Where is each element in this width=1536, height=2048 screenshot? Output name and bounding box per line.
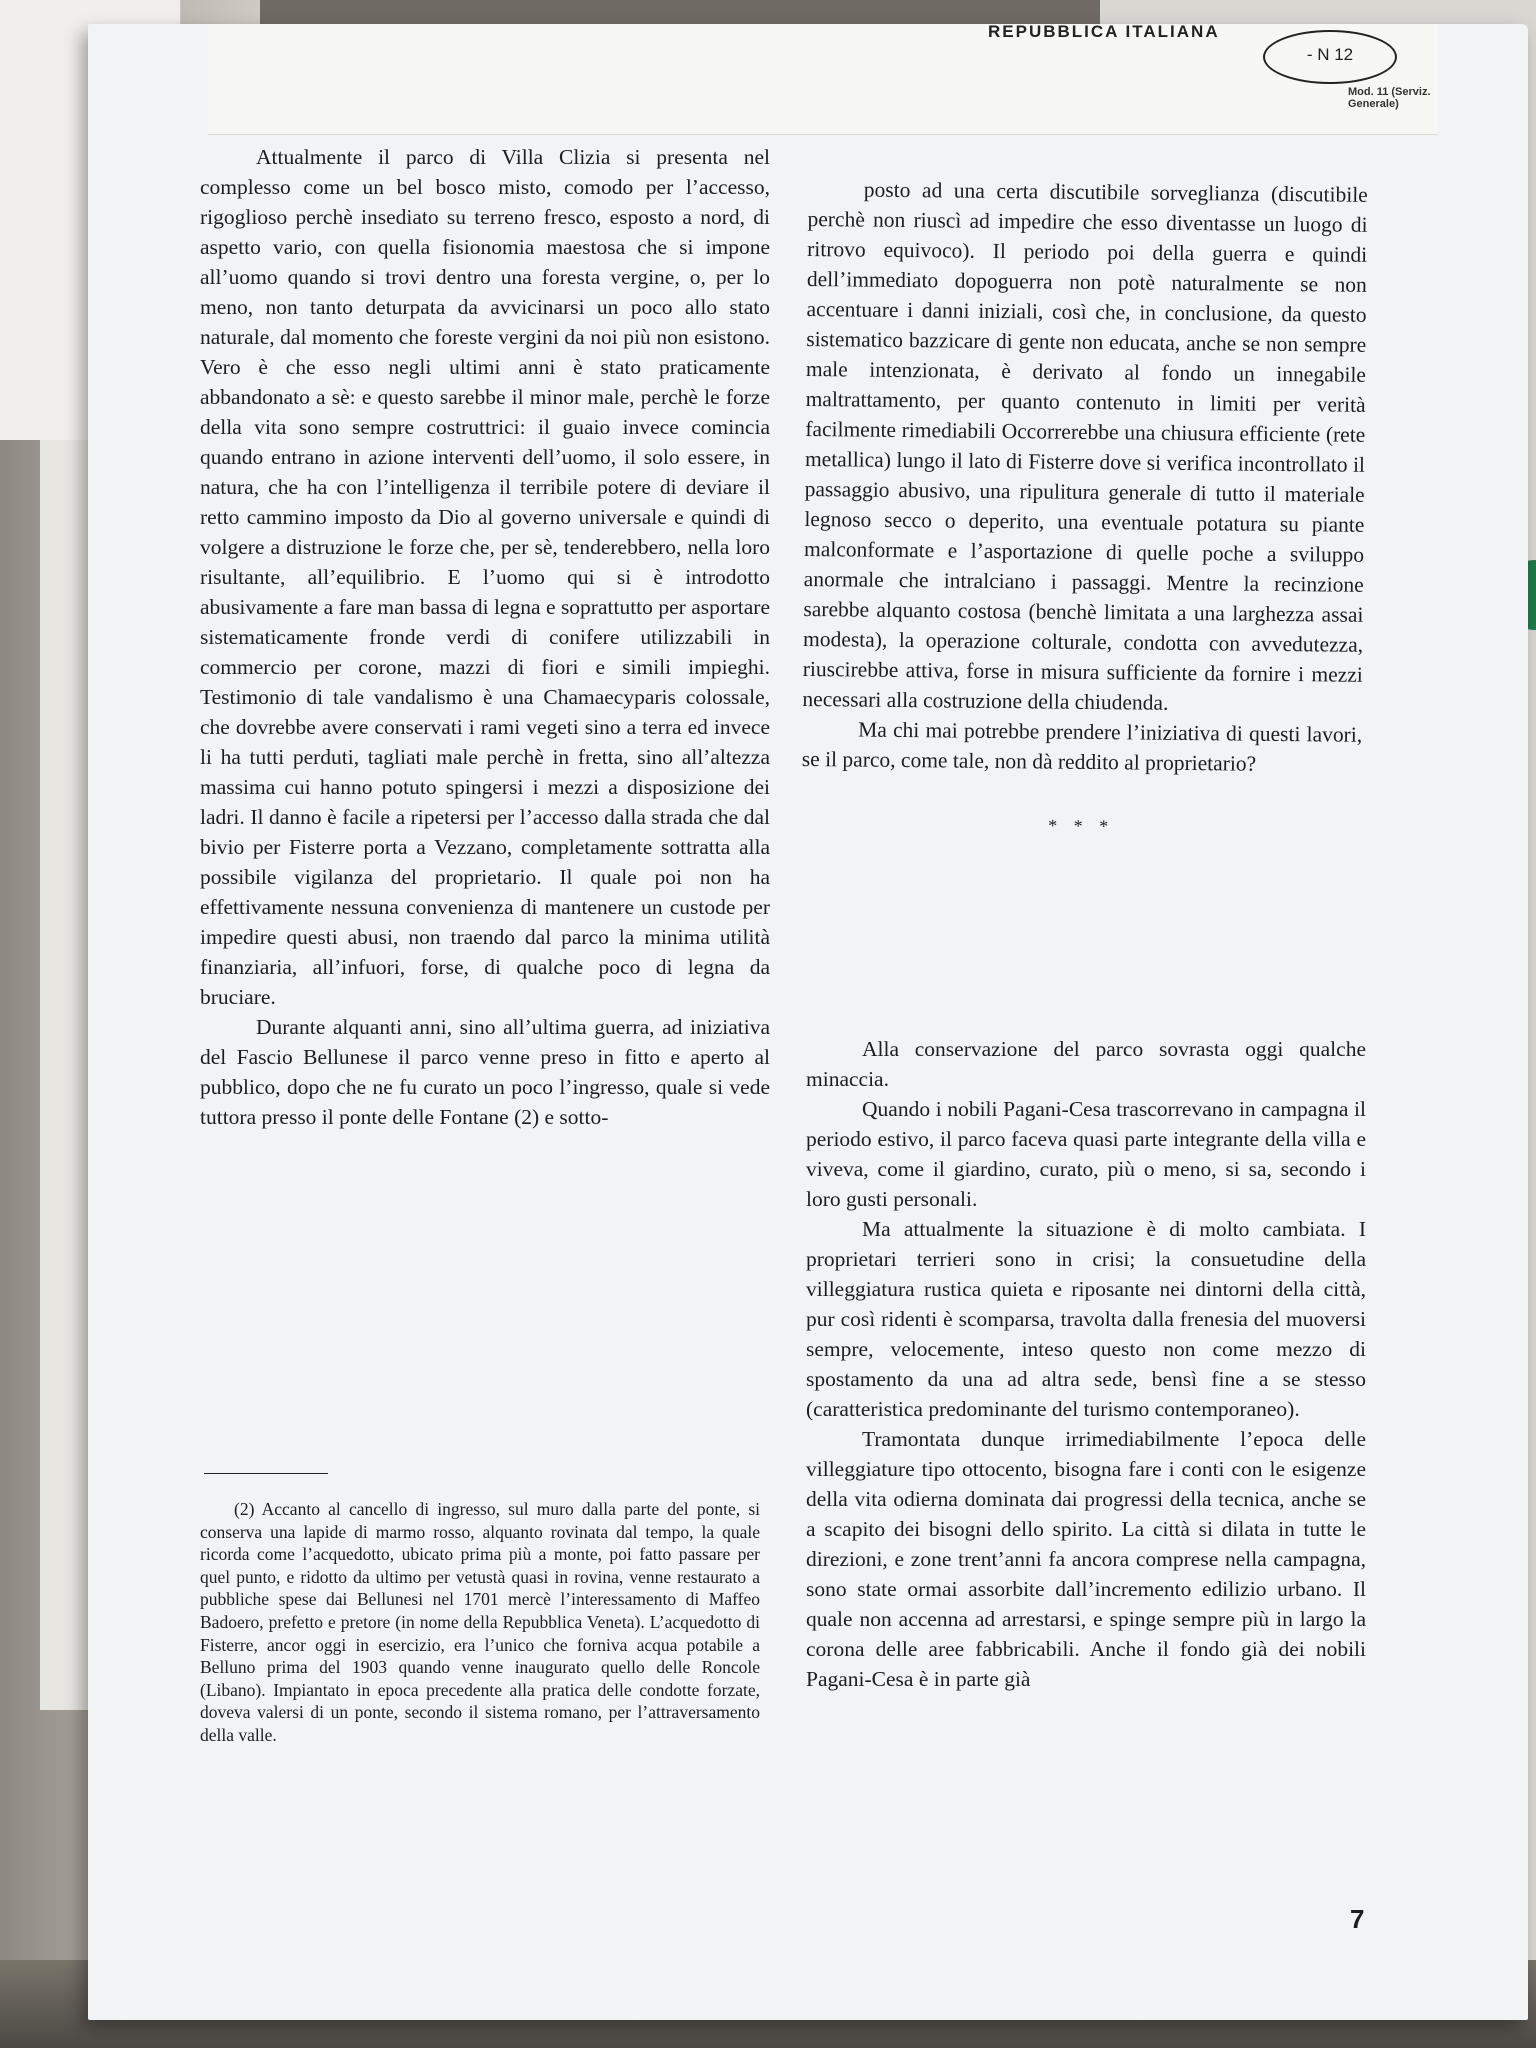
footnote-text: (2) Accanto al cancello di ingresso, sul muro dalla parte del ponte, si conserva una lapide di marmo rosso, alquanto rovinata dal tempo, la quale ricorda come l’acquedotto, ubicato prima più a monte, poi fatto passare per quel punto, e ridotto da ultimo per vetustà quasi in rovina, venne restaurato a pubbliche spese dai Bellunesi nel 1701 mercè l’interessamento di Maffeo Badoero, prefetto e pretore (in nome della Repubblica Veneta). L’acquedotto di Fisterre, ancor oggi in esercizio, era l’unico che forniva acqua potabile a Belluno prima del 1903 quando venne inaugurato quello delle Roncole (Libano). Impiantato in epoca precedente alla pratica delle condotte forzate, doveva valersi di un ponte, secondo il sistema romano, per l’attraversamento della valle. [200, 1499, 760, 1745]
header-strip [208, 24, 1438, 135]
paragraph: Alla conservazione del parco sovrasta oggi qualche minaccia. [806, 1037, 1366, 1091]
paragraph: Ma chi mai potrebbe prendere l’iniziativa di questi lavori, se il parco, come tale, non dà reddito al proprietario? [801, 717, 1363, 776]
footnote-rule [204, 1473, 328, 1474]
paragraph: posto ad una certa discutibile sorveglianza (discutibile perchè non riuscì ad impedire che esso diventasse un luogo di ritrovo equivoco). Il periodo poi della guerra e quindi dell’immediato dopoguerra non potè naturalmente se non accentuare i danni iniziali, così che, in conclusione, da questo sistematico bazzicare di gente non educata, anche se non sempre male intenzionata, è derivato al fondo un innegabile maltrattamento, per quanto contenuto in limiti per verità facilmente rimediabili Occorrerebbe una chiusura efficiente (rete metallica) lungo il lato di Fisterre dove si verifica incontrollato il passaggio abusivo, una ripulitura generale di tutto il materiale legnoso secco o deperito, una eventuale potatura su piante malconformate e l’asportazione di quelle poche a sviluppo anormale che intralciano i passaggi. Mentre la recinzione sarebbe alquanto costosa (benchè limitata a una larghezza assai modesta), la operazione colturale, condotta con avvedutezza, riuscirebbe attiva, forse in misura sufficiente da fornire i mezzi necessari alla costruzione della chiudenda. [802, 177, 1368, 715]
paragraph: Ma attualmente la situazione è di molto cambiata. I proprietari terrieri sono in crisi; la consuetudine della villeggiatura rustica quieta e riposante nei dintorni della città, pur così ridenti è scomparsa, travolta dalla frenesia del muoversi sempre, velocemente, inteso questo non come mezzo di spostamento da una ad altra sede, bensì fine a se stesso (caratteristica predominante del turismo contemporaneo). [806, 1217, 1366, 1421]
form-number-stamp: - N 12 [1263, 30, 1397, 84]
letterhead: REPUBBLICA ITALIANA [988, 22, 1220, 41]
page-number: 7 [1350, 1904, 1365, 1934]
paragraph: Attualmente il parco di Villa Clizia si presenta nel complesso come un bel bosco misto, comodo per l’accesso, rigoglioso perchè insediato su terreno fresco, esposto a nord, di aspetto vario, con quella fisionomia maestosa che si impone all’uomo quando si trovi dentro una foresta vergine, o, per lo meno, non tanto deturpata da avvicinarsi un poco allo stato naturale, dal momento che foreste vergini da noi più non esistono. Vero è che esso negli ultimi anni è stato praticamente abbandonato a sè: e questo sarebbe il minor male, perchè le forze della vita sono sempre costruttrici: il guaio invece comincia quando entrano in azione interventi dell’uomo, il solo essere, in natura, che ha con l’intelligenza il terribile potere di deviare il retto cammino imposto da Dio al governo universale e quindi di volgere a distruzione le forze che, per sè, tenderebbero, nella loro risultante, all’equilibrio. E l’uomo qui si è introdotto abusivamente a fare man bassa di legna e soprattutto per asportare sistematicamente fronde verdi di conifere utilizzabili in commercio per corone, mazzi di fiori e simili impieghi. Testimonio di tale vandalismo è una Chamaecyparis colossale, che dovrebbe avere conservati i rami vegeti sino a terra ed invece li ha tutti perduti, tagliati male perchè in fretta, sino all’altezza massima cui hanno potuto spingersi i mezzi a disposizione dei ladri. Il danno è facile a ripetersi per l’accesso dalla strada che dal bivio per Fisterre porta a Vezzano, completamente sottratta alla possibile vigilanza del proprietario. Il quale poi non ha effettivamente nessuna convenienza di mantenere un custode per impedire questi abusi, non traendo dal parco la minima utilità finanziaria, all’infuori, forse, di qualche poco di legna da bruciare. [200, 145, 770, 1009]
paragraph: Tramontata dunque irrimediabilmente l’epoca delle villeggiature tipo ottocento, bisogna fare i conti con le esigenze della vita odierna dominata dai progressi della tecnica, anche se a scapito dei bisogni dello spirito. La città si dilata in tutte le direzioni, e zone trent’anni fa ancora comprese nella campagna, sono state ormai assorbite dall’incremento edilizio urbano. Il quale non accenna ad arrestarsi, e spinge sempre più in largo la corona delle aree fabbricabili. Anche il fondo già dei nobili Pagani-Cesa è in parte già [806, 1427, 1366, 1691]
right-column-lower [806, 1034, 1366, 1694]
section-separator: * * * [1048, 815, 1115, 837]
paragraph: Durante alquanti anni, sino all’ultima guerra, ad iniziativa del Fascio Bellunese il parco venne preso in fitto e aperto al pubblico, dopo che ne fu curato un poco l’ingresso, quale si vede tuttora presso il ponte delle Fontane (2) e sotto- [200, 1015, 770, 1129]
footnote [200, 1498, 760, 1747]
document-page [88, 24, 1528, 2020]
form-model-label: Mod. 11 (Serviz. Generale) [1348, 86, 1431, 110]
left-column [200, 142, 770, 1132]
right-column-upper [801, 174, 1368, 890]
paragraph: Quando i nobili Pagani-Cesa trascorrevano in campagna il periodo estivo, il parco faceva quasi parte integrante della villa e viveva, come il giardino, curato, più o meno, si sa, secondo i loro gusti personali. [806, 1097, 1366, 1211]
